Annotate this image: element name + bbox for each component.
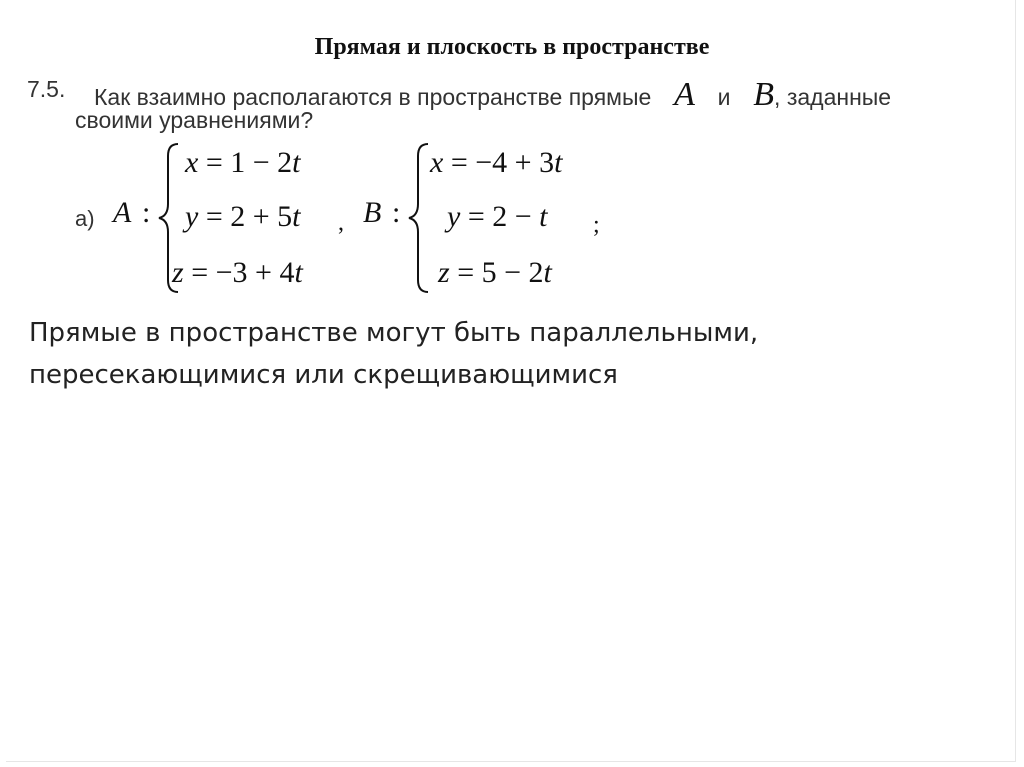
system-a-colon: : (142, 196, 151, 229)
system-a-eq-y: y = 2 + 5t (185, 200, 301, 233)
problem-number: 7.5. (27, 76, 66, 102)
slide-title: Прямая и плоскость в пространстве (314, 34, 710, 60)
system-b-name: B (363, 196, 382, 229)
answer-line-1: Прямые в пространстве могут быть параллельными, (29, 318, 759, 348)
question-text-2: , заданные (774, 84, 892, 110)
question-line-2: своими уравнениями? (75, 107, 314, 133)
line-a-symbol: A (674, 76, 695, 113)
answer-line-2: пересекающимися или скрещивающимися (29, 360, 618, 390)
system-a-eq-z: z = −3 + 4t (172, 256, 303, 289)
system-b-colon: : (392, 196, 401, 229)
system-b-eq-z: z = 5 − 2t (438, 256, 552, 289)
system-a-eq-x: x = 1 − 2t (185, 146, 301, 179)
question-text-1: Как взаимно располагаются в пространстве прямые (94, 84, 652, 110)
system-b-eq-x: x = −4 + 3t (430, 146, 563, 179)
left-brace-icon (406, 142, 432, 294)
system-a-name: A (113, 196, 132, 229)
line-b-symbol: B (753, 76, 775, 113)
system-b-eq-y: y = 2 − t (447, 200, 548, 233)
part-a-label: а) (75, 206, 95, 231)
and-word: и (717, 84, 731, 110)
systems-comma: , (338, 210, 344, 236)
systems-semicolon: ; (593, 212, 600, 238)
answer-text (29, 312, 1009, 396)
